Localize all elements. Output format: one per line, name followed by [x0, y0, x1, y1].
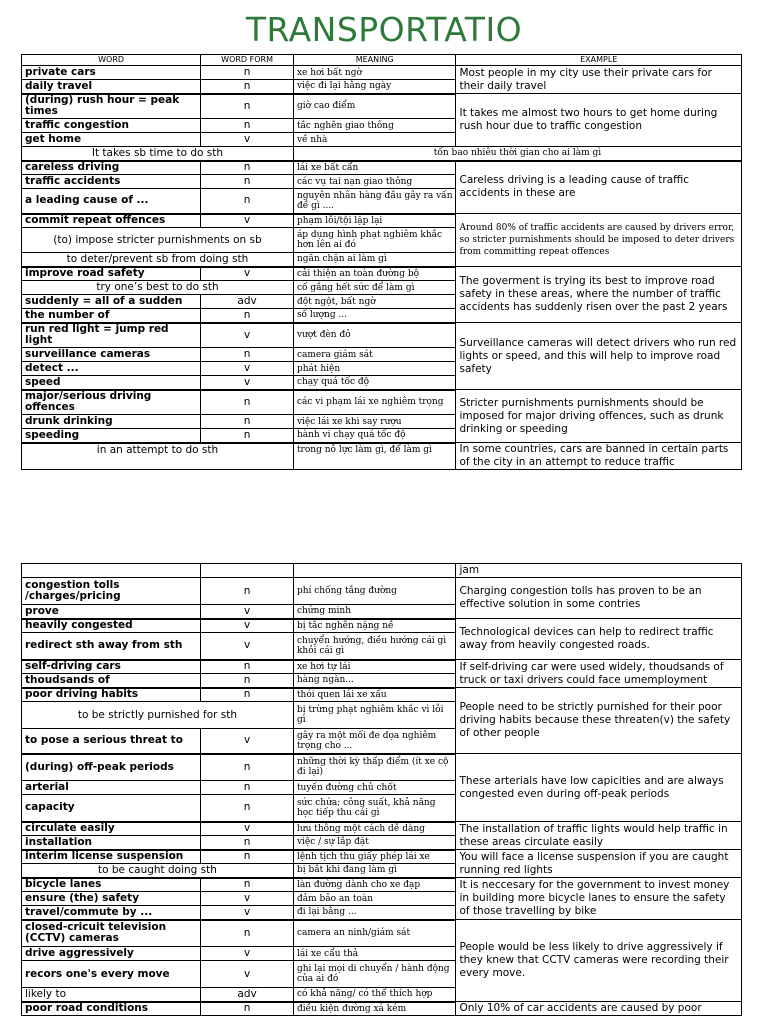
word: to be strictly purnished for sth	[22, 702, 294, 729]
example-text: You will face a license suspension if you are caught running red lights	[459, 850, 729, 876]
meaning: lái xe bất cẩn	[293, 161, 456, 175]
word-form: v	[201, 892, 294, 906]
word-form	[201, 564, 294, 578]
word: improve road safety	[22, 267, 201, 281]
example-text: People would be less likely to drive aggressively if they knew that CCTV cameras were recording their every move.	[459, 941, 729, 979]
word: daily travel	[22, 80, 201, 94]
example	[456, 214, 742, 267]
table-row	[22, 660, 742, 674]
table-row	[22, 161, 742, 175]
example-text: People need to be strictly purnished for their poor driving habits because these threaten(v) the safety of other people	[459, 701, 731, 739]
word: recors one's every move	[22, 961, 201, 988]
example	[456, 920, 742, 1002]
example	[456, 660, 742, 688]
example	[456, 754, 742, 822]
meaning: số lượng ...	[293, 309, 456, 323]
meaning: xe hơi tự lái	[293, 660, 456, 674]
vocab-table-2	[21, 563, 742, 1016]
word: thoudsands of	[22, 674, 201, 688]
example	[456, 1002, 742, 1016]
meaning: chứng minh	[293, 605, 456, 619]
word: bicycle lanes	[22, 878, 201, 892]
table-row	[22, 267, 742, 281]
table-row	[22, 850, 742, 864]
meaning: lái xe cẩu thả	[293, 947, 456, 961]
word-form: n	[201, 754, 294, 781]
meaning: việc đi lại hằng ngày	[293, 80, 456, 94]
word-form: v	[201, 619, 294, 633]
meaning: gây ra một mối đe dọa nghiêm trọng cho ...	[293, 729, 456, 754]
example	[456, 94, 742, 147]
word-form: n	[201, 1002, 294, 1016]
word-form: n	[201, 781, 294, 795]
meaning: tốn bao nhiêu thời gian cho ai làm gì	[293, 147, 741, 161]
word-form: n	[201, 189, 294, 214]
word: careless driving	[22, 161, 201, 175]
word: It takes sb time to do sth	[22, 147, 294, 161]
table-row	[22, 1002, 742, 1016]
word: private cars	[22, 66, 201, 80]
meaning: chuyển hướng, điều hướng cái gì khỏi cái gì	[293, 633, 456, 660]
meaning: việc / sự lắp đặt	[293, 836, 456, 850]
word-form: n	[201, 80, 294, 94]
word: a leading cause of ...	[22, 189, 201, 214]
word: major/serious driving offences	[22, 390, 201, 415]
word-form: n	[201, 688, 294, 702]
meaning: bị trừng phạt nghiêm khắc vì lỗi gì	[293, 702, 456, 729]
example-text: Most people in my city use their private cars for their daily travel	[459, 66, 712, 92]
word-form: v	[201, 961, 294, 988]
word-form: n	[201, 920, 294, 947]
word: get home	[22, 133, 201, 147]
example	[456, 578, 742, 619]
word: closed-cricuit television (CCTV) cameras	[22, 920, 201, 947]
word: detect ...	[22, 362, 201, 376]
word: commit repeat offences	[22, 214, 201, 228]
word: the number of	[22, 309, 201, 323]
word: redirect sth away from sth	[22, 633, 201, 660]
meaning: đột ngột, bất ngờ	[293, 295, 456, 309]
header-word-form: WORD FORM	[201, 55, 294, 66]
example	[456, 66, 742, 94]
meaning: cải thiện an toàn đường bộ	[293, 267, 456, 281]
word: installation	[22, 836, 201, 850]
table-row	[22, 66, 742, 80]
word-form: n	[201, 66, 294, 80]
table-row	[22, 822, 742, 836]
word-form: v	[201, 362, 294, 376]
example	[456, 850, 742, 878]
meaning: trong nỗ lực làm gì, để làm gì	[293, 443, 456, 470]
word-form: n	[201, 390, 294, 415]
word: poor driving habits	[22, 688, 201, 702]
word: ensure (the) safety	[22, 892, 201, 906]
word: capacity	[22, 795, 201, 822]
word: prove	[22, 605, 201, 619]
meaning: các vi phạm lái xe nghiêm trọng	[293, 390, 456, 415]
word: to pose a serious threat to	[22, 729, 201, 754]
example-text: Surveillance cameras will detect drivers who run red lights or speed, and this will help to improve road safety	[459, 336, 737, 375]
example	[456, 688, 742, 754]
word: self-driving cars	[22, 660, 201, 674]
word: likely to	[22, 988, 201, 1002]
word-form: n	[201, 795, 294, 822]
meaning: thói quen lái xe xấu	[293, 688, 456, 702]
meaning: áp dụng hình phạt nghiêm khắc hơn lên ai đó	[293, 228, 456, 253]
table-row	[22, 147, 742, 161]
word-form: n	[201, 94, 294, 119]
word: traffic congestion	[22, 119, 201, 133]
word-form: n	[201, 836, 294, 850]
word-form: n	[201, 415, 294, 429]
example	[456, 564, 742, 578]
example-text: Around 80% of traffic accidents are caused by drivers error, so stricter purnishments should be imposed to deter drivers from committing repeat offences	[459, 223, 735, 257]
word: surveillance cameras	[22, 348, 201, 362]
table-row	[22, 94, 742, 119]
example	[456, 267, 742, 323]
meaning: đảm bảo an toàn	[293, 892, 456, 906]
meaning: vượt đèn đỏ	[293, 323, 456, 348]
example-text: It is neccesary for the government to invest money in building more bicycle lanes to ensure the safety of those travelling by bike	[459, 879, 730, 917]
word: (during) rush hour = peak times	[22, 94, 201, 119]
word-form: n	[201, 161, 294, 175]
meaning: camera giám sát	[293, 348, 456, 362]
word: drunk drinking	[22, 415, 201, 429]
word-form: v	[201, 822, 294, 836]
header-row	[22, 55, 742, 66]
meaning: phát hiện	[293, 362, 456, 376]
word: arterial	[22, 781, 201, 795]
example	[456, 443, 742, 470]
header-example: EXAMPLE	[456, 55, 742, 66]
word-form: n	[201, 850, 294, 864]
word: (during) off-peak periods	[22, 754, 201, 781]
meaning: đi lại bằng ...	[293, 906, 456, 920]
example-text: The installation of traffic lights would help traffic in these areas circulate easily	[459, 822, 728, 848]
word-form: v	[201, 267, 294, 281]
example-text: Only 10% of car accidents are caused by poor	[459, 1002, 702, 1014]
table-row	[22, 443, 742, 470]
word: in an attempt to do sth	[22, 443, 294, 470]
example	[456, 878, 742, 920]
table-row	[22, 214, 742, 228]
word: travel/commute by ...	[22, 906, 201, 920]
word-form: n	[201, 674, 294, 688]
meaning: về nhà	[293, 133, 456, 147]
meaning: điều kiện đường xá kém	[293, 1002, 456, 1016]
meaning: có khả năng/ có thể thích hợp	[293, 988, 456, 1002]
word: suddenly = all of a sudden	[22, 295, 201, 309]
table-row	[22, 578, 742, 605]
example	[456, 161, 742, 214]
word-form: v	[201, 729, 294, 754]
meaning: chạy quá tốc độ	[293, 376, 456, 390]
example-text: Technological devices can help to redirect traffic away from heavily congested roads.	[459, 626, 714, 651]
word: circulate easily	[22, 822, 201, 836]
example	[456, 323, 742, 390]
meaning: giờ cao điểm	[293, 94, 456, 119]
word-form: n	[201, 175, 294, 189]
word: speeding	[22, 429, 201, 443]
meaning: việc lái xe khi say rượu	[293, 415, 456, 429]
word: run red light = jump red light	[22, 323, 201, 348]
word: poor road conditions	[22, 1002, 201, 1016]
meaning: sức chứa; công suất, khả năng học tiếp thu cái gì	[293, 795, 456, 822]
word: drive aggressively	[22, 947, 201, 961]
meaning: nguyên nhân hàng đầu gây ra vấn đề gì ....	[293, 189, 456, 214]
example-text: If self-driving car were used widely, thoudsands of truck or taxi drivers could face umemployment	[459, 660, 724, 686]
meaning: cố gắng hết sức để làm gì	[293, 281, 456, 295]
word-form: v	[201, 633, 294, 660]
word: congestion tolls /charges/pricing	[22, 578, 201, 605]
example-text: In some countries, cars are banned in certain parts of the city in an attempt to reduce traffic	[459, 443, 729, 468]
word: heavily congested	[22, 619, 201, 633]
meaning: lệnh tịch thu giấy phép lái xe	[293, 850, 456, 864]
example-text: Careless driving is a leading cause of traffic accidents in these are	[459, 174, 690, 200]
meaning: ngăn chặn ai làm gì	[293, 253, 456, 267]
word: (to) impose stricter purnishments on sb	[22, 228, 294, 253]
meaning: lưu thông một cách dễ dàng	[293, 822, 456, 836]
example-text: It takes me almost two hours to get home during rush hour due to traffic congestion	[459, 107, 718, 132]
word-form: adv	[201, 988, 294, 1002]
meaning: những thời kỳ thấp điểm (ít xe cộ đi lại)	[293, 754, 456, 781]
meaning: ghi lại mọi di chuyển / hành động của ai đó	[293, 961, 456, 988]
word-form: n	[201, 429, 294, 443]
word-form: adv	[201, 295, 294, 309]
meaning: tắc nghẽn giao thông	[293, 119, 456, 133]
example-text: The goverment is trying its best to improve road safety in these areas, where the number of traffic accidents has suddenly risen over the past 2 years	[459, 275, 728, 313]
word: to deter/prevent sb from doing sth	[22, 253, 294, 267]
word-form: n	[201, 348, 294, 362]
word-form: n	[201, 309, 294, 323]
meaning: làn đường dành cho xe đạp	[293, 878, 456, 892]
table-row	[22, 920, 742, 947]
word-form: n	[201, 878, 294, 892]
word-form: n	[201, 578, 294, 605]
example	[456, 619, 742, 660]
table-row	[22, 688, 742, 702]
table-row	[22, 754, 742, 781]
word	[22, 564, 201, 578]
word: speed	[22, 376, 201, 390]
word-form: v	[201, 605, 294, 619]
meaning	[293, 564, 456, 578]
word: to be caught doing sth	[22, 864, 294, 878]
header-word: WORD	[22, 55, 201, 66]
example-text: These arterials have low capicities and are always congested even during off-peak periods	[459, 774, 724, 800]
meaning: hành vi chạy quá tốc độ	[293, 429, 456, 443]
table-row	[22, 619, 742, 633]
meaning: tuyến đường chủ chốt	[293, 781, 456, 795]
word: interim license suspension	[22, 850, 201, 864]
meaning: camera an ninh/giám sát	[293, 920, 456, 947]
word-form: v	[201, 906, 294, 920]
meaning: bị tắc nghẽn nặng nề	[293, 619, 456, 633]
word-form: v	[201, 214, 294, 228]
table-row	[22, 564, 742, 578]
table-row	[22, 390, 742, 415]
header-meaning: MEANING	[293, 55, 456, 66]
example-text: Stricter purnishments purnishments should be imposed for major driving offences, such as drunk drinking or speeding	[459, 396, 724, 435]
vocab-table-1	[21, 54, 742, 470]
word-form: v	[201, 323, 294, 348]
example-text: Charging congestion tolls has proven to be an effective solution in some contries	[459, 585, 702, 610]
word-form: v	[201, 133, 294, 147]
word-form: n	[201, 660, 294, 674]
meaning: xe hơi bất ngờ	[293, 66, 456, 80]
word-form: v	[201, 376, 294, 390]
word: try one’s best to do sth	[22, 281, 294, 295]
meaning: các vụ tai nạn giao thông	[293, 175, 456, 189]
page-title: TRANSPORTATIO	[245, 10, 523, 49]
meaning: phạm lỗi/tội lặp lại	[293, 214, 456, 228]
word-form: n	[201, 119, 294, 133]
meaning: bị bắt khi đang làm gì	[293, 864, 456, 878]
example	[456, 390, 742, 443]
meaning: phí chống tắng đường	[293, 578, 456, 605]
table-row	[22, 878, 742, 892]
word: traffic accidents	[22, 175, 201, 189]
word-form: v	[201, 947, 294, 961]
table-row	[22, 323, 742, 348]
meaning: hàng ngàn...	[293, 674, 456, 688]
example-text: jam	[459, 564, 480, 576]
example	[456, 822, 742, 850]
